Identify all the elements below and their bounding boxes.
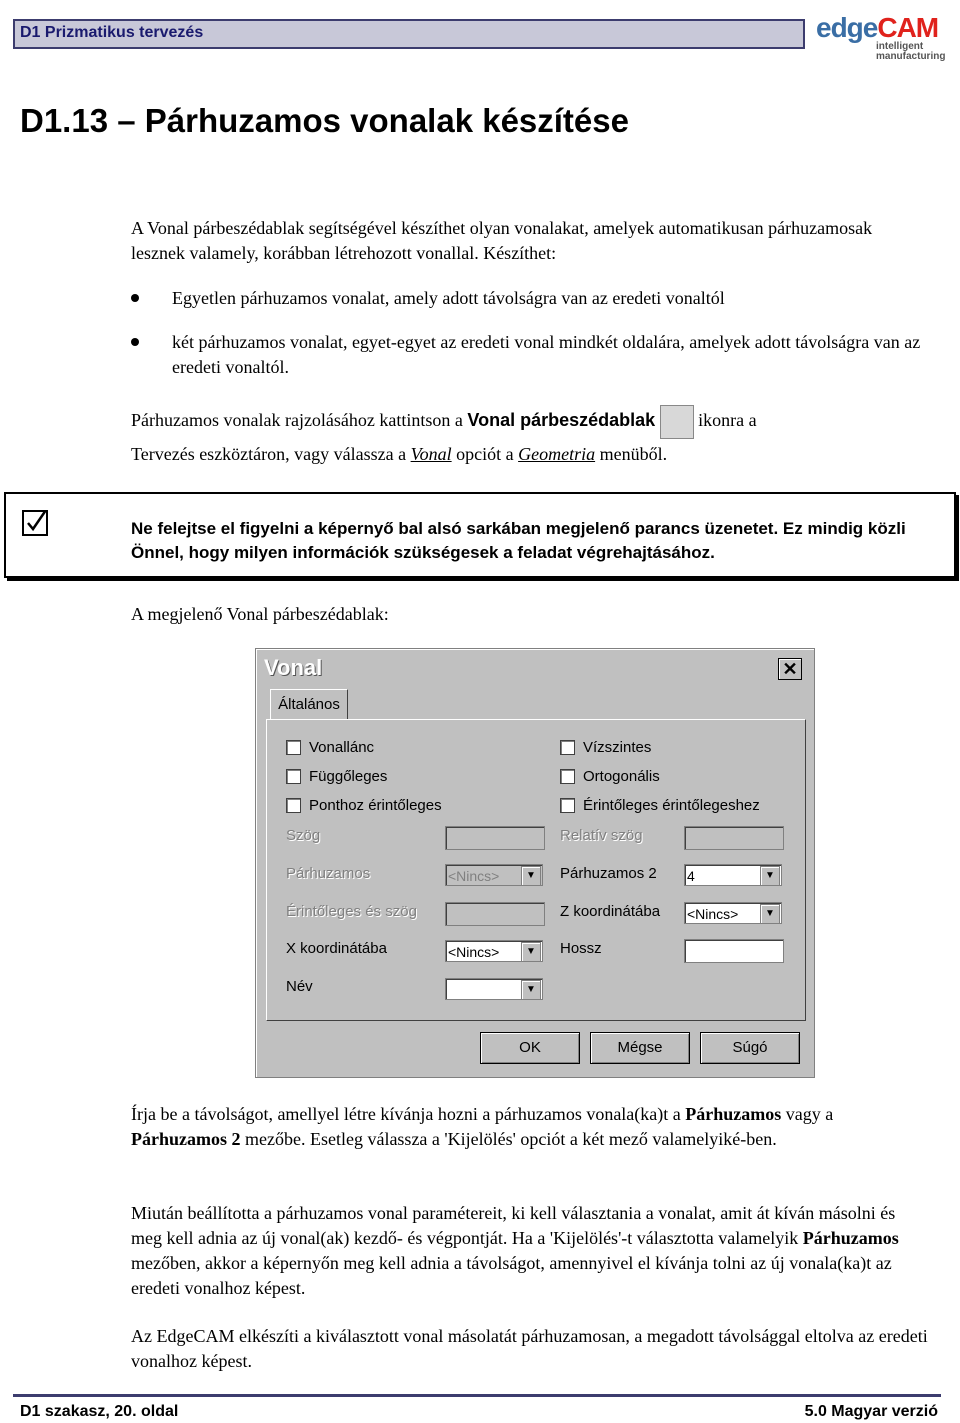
paragraph-3: Az EdgeCAM elkészíti a kiválasztott vonal másolatát párhuzamosan, a megadott távolsággal eltolva az eredeti vonalhoz képest.	[131, 1326, 928, 1371]
cancel-button[interactable]: Mégse	[590, 1032, 690, 1064]
intro-text: A Vonal párbeszédablak segítségével készíthet olyan vonalakat, amelyek automatikusan párhuzamosak lesznek valamely, korábban létrehozott vonallal. Készíthet:	[131, 218, 873, 263]
bullet-item: két párhuzamos vonalat, egyet-egyet az eredeti vonal mindkét oldalára, amelyek adott távolságra van az eredeti vonaltól.	[172, 332, 921, 377]
field-erintoleges-es-szog[interactable]	[445, 902, 545, 926]
label-relativ-szog: Relatív szög	[560, 827, 643, 844]
close-button[interactable]: ✕	[778, 658, 802, 680]
label-nev: Név	[286, 978, 313, 995]
bullet-dot	[131, 338, 139, 346]
chevron-down-icon: ▼	[760, 904, 780, 924]
paragraph-2: Miután beállította a párhuzamos vonal paramétereit, ki kell választania a vonalat, amit át kíván másolni és meg kell adnia az új vonal(ak) kezdő- és végpontját. Ha a 'Kijelölés'-t választotta valamelyik Párhuzamos mezőben, akkor a képernyőn meg kell adnia a távolságot, amennyivel el kívánja tolni az új vonala(ka)t az eredeti vonalhoz képest.	[131, 1203, 899, 1298]
dialog-intro: A megjelenő Vonal párbeszédablak:	[131, 604, 389, 624]
dialog-titlebar	[260, 653, 808, 683]
label-szog: Szög	[286, 827, 321, 844]
checkbox-fuggoleges[interactable]: Függőleges	[286, 768, 387, 785]
tab-altalanos[interactable]: Általános	[270, 689, 348, 720]
combo-parhuzamos[interactable]: <Nincs> ▼	[445, 864, 543, 886]
checkbox-erintoleges-erintolegeshez[interactable]: Érintőleges érintőlegeshez	[560, 797, 760, 814]
footer-line	[13, 1394, 941, 1397]
bullet-item: Egyetlen párhuzamos vonalat, amely adott távolságra van az eredeti vonaltól	[172, 288, 725, 308]
chapter-code: D1	[20, 24, 41, 41]
checkbox-ponthoz-erintoleges[interactable]: Ponthoz érintőleges	[286, 797, 442, 814]
chapter-title: Prizmatikus tervezés	[44, 24, 204, 41]
checkmark-icon	[22, 510, 48, 536]
chevron-down-icon: ▼	[521, 942, 541, 962]
combo-nev[interactable]	[445, 978, 543, 1000]
label-z-koordinataba: Z koordinátába	[560, 903, 661, 920]
header-title	[20, 24, 203, 42]
combo-parhuzamos-2[interactable]: 4 ▼	[684, 864, 782, 886]
instruction-text: Párhuzamos vonalak rajzolásához kattintson a Vonal párbeszédablak ikonra a Tervezés eszköztáron, vagy válassza a Vonal opciót a Geometria menüből.	[131, 405, 921, 469]
checkbox-ortogonalis[interactable]: Ortogonális	[560, 768, 660, 785]
combo-z-koordinataba[interactable]: <Nincs> ▼	[684, 902, 782, 924]
field-relativ-szog[interactable]	[684, 826, 784, 850]
line-dialog-icon[interactable]	[660, 405, 694, 439]
label-parhuzamos-2: Párhuzamos 2	[560, 865, 657, 882]
checkbox-vonallanc[interactable]: Vonallánc	[286, 739, 374, 756]
dialog-title: Vonal	[264, 655, 323, 680]
field-hossz[interactable]	[684, 939, 784, 963]
ok-button[interactable]: OK	[480, 1032, 580, 1064]
chevron-down-icon: ▼	[521, 980, 541, 1000]
label-erintoleges-es-szog: Érintőleges és szög	[286, 903, 417, 920]
combo-x-koordinataba[interactable]: <Nincs> ▼	[445, 940, 543, 962]
bullet-dot	[131, 294, 139, 302]
paragraph-1: Írja be a távolságot, amellyel létre kívánja hozni a párhuzamos vonala(ka)t a Párhuzamos vagy a Párhuzamos 2 mezőbe. Esetleg válassza a 'Kijelölés' opciót a két mező valamelyiké-ben.	[131, 1104, 834, 1149]
chevron-down-icon: ▼	[760, 866, 780, 886]
page-title: D1.13 – Párhuzamos vonalak készítése	[20, 102, 629, 139]
field-szog[interactable]	[445, 826, 545, 850]
footer-section: D1 szakasz, 20. oldal	[20, 1403, 179, 1420]
help-button[interactable]: Súgó	[700, 1032, 800, 1064]
note-text: Ne felejtse el figyelni a képernyő bal alsó sarkában megjelenő parancs üzenetet. Ez mindig közli Önnel, hogy milyen információk szükségesek a feladat végrehajtásához.	[131, 519, 906, 562]
footer-version: 5.0 Magyar verzió	[804, 1403, 938, 1420]
edgecam-logo: edgeCAM intelligent manufacturing	[816, 12, 946, 62]
label-x-koordinataba: X koordinátába	[286, 940, 387, 957]
chevron-down-icon: ▼	[521, 866, 541, 886]
vonal-dialog	[255, 648, 815, 1078]
label-parhuzamos: Párhuzamos	[286, 865, 371, 882]
checkbox-vizszintes[interactable]: Vízszintes	[560, 739, 651, 756]
label-hossz: Hossz	[560, 940, 602, 957]
